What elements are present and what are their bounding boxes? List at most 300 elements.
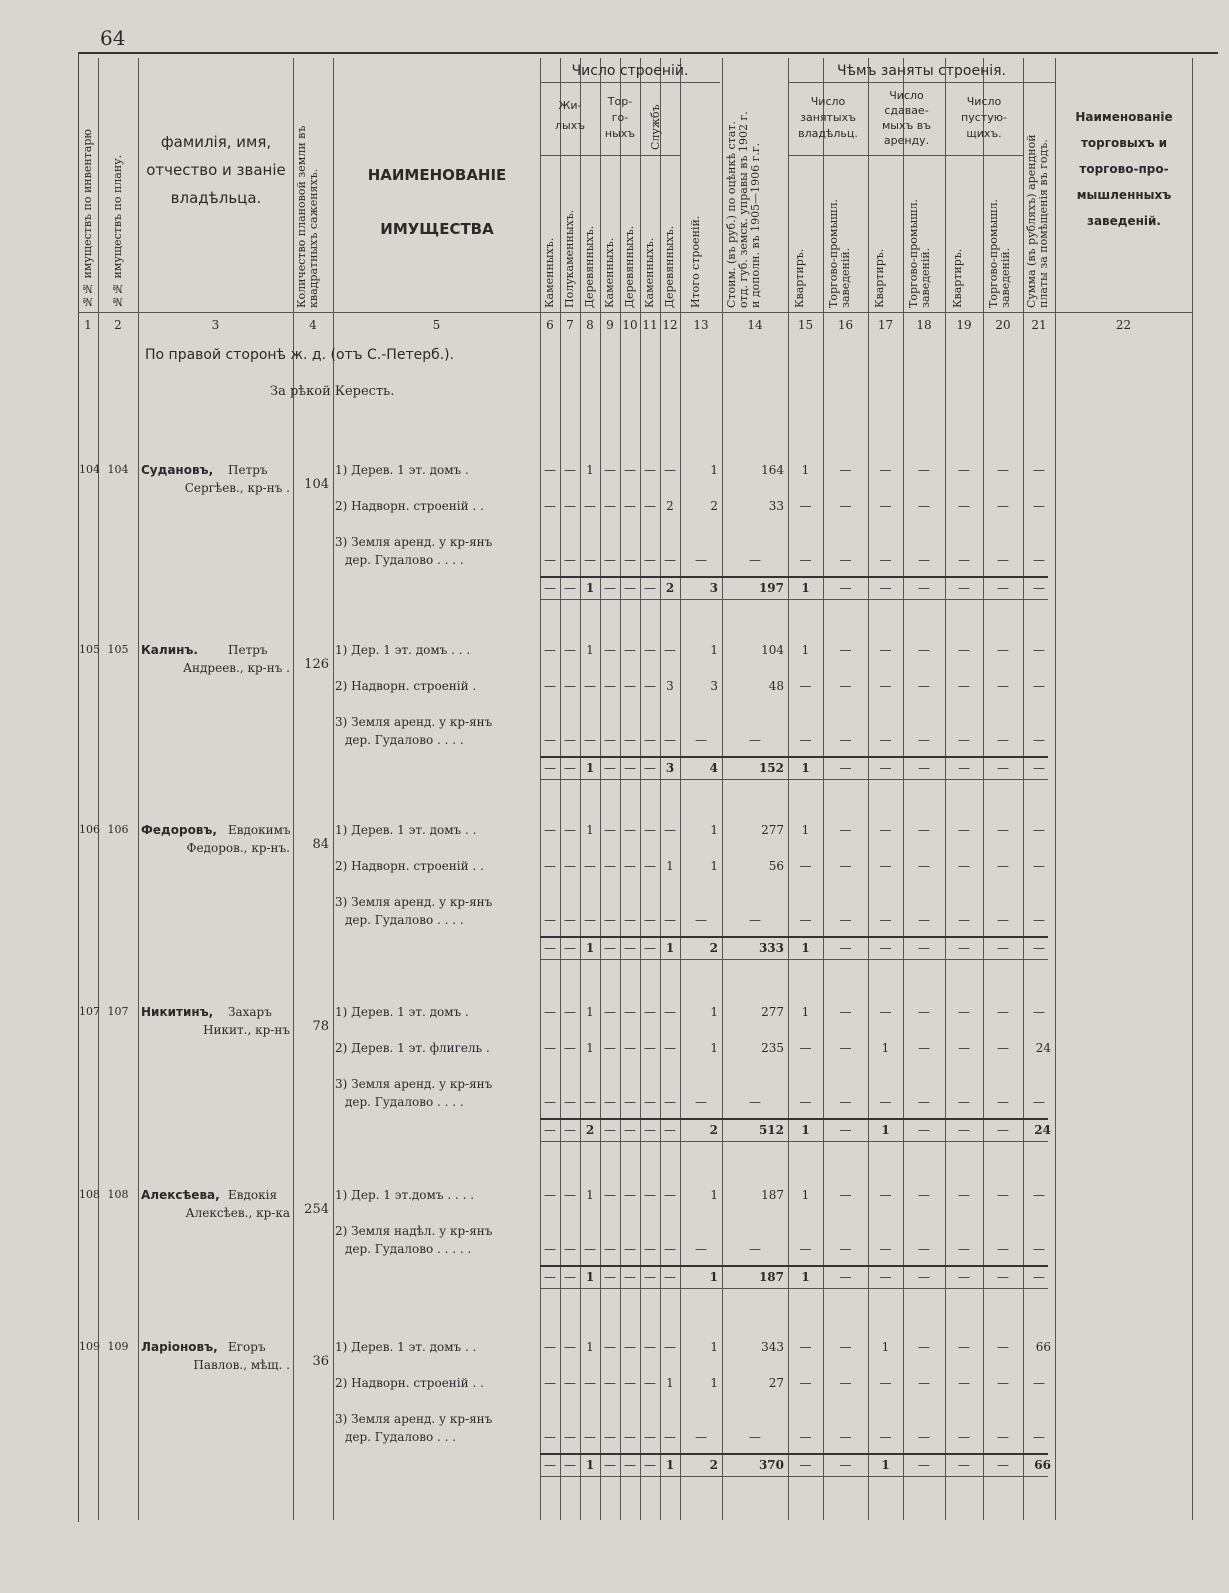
empty-dash: — — [604, 1188, 616, 1202]
plan-number: 109 — [107, 1340, 129, 1353]
value-c8: 1 — [586, 643, 594, 657]
value-c14: 512 — [758, 1123, 784, 1137]
empty-dash: — — [604, 463, 616, 477]
empty-dash: — — [918, 679, 930, 693]
empty-dash: — — [958, 1458, 970, 1472]
empty-dash: — — [624, 941, 636, 955]
empty-dash: — — [1033, 859, 1045, 873]
plan-number: 108 — [107, 1188, 129, 1201]
header-owner-occupied-line: владѣльц. — [798, 127, 858, 140]
value-c21: 66 — [1035, 1340, 1051, 1354]
empty-dash: — — [604, 553, 616, 567]
subtotal-bottom-rule — [540, 1141, 1048, 1142]
empty-dash: — — [624, 761, 636, 775]
empty-dash: — — [918, 859, 930, 873]
empty-dash: — — [799, 1242, 812, 1256]
column-number: 15 — [797, 318, 814, 332]
header-empty-line: щихъ. — [966, 127, 1002, 140]
plan-number: 106 — [107, 823, 129, 836]
empty-dash: — — [564, 463, 576, 477]
value-c13: 1 — [710, 1188, 718, 1202]
header-occupied-by: Чѣмъ заняты строенія. — [837, 63, 1006, 79]
empty-dash: — — [1033, 1430, 1045, 1444]
empty-dash: — — [958, 1041, 970, 1055]
empty-dash: — — [544, 463, 556, 477]
empty-dash: — — [799, 499, 812, 513]
header-c16-line: заведеній. — [839, 247, 852, 308]
empty-dash: — — [749, 1430, 761, 1444]
value-c8: 1 — [586, 1005, 594, 1019]
empty-dash: — — [879, 1188, 892, 1202]
empty-dash: — — [839, 1005, 852, 1019]
owner-given-name: Егоръ — [228, 1340, 266, 1354]
empty-dash: — — [544, 1041, 556, 1055]
column-number: 14 — [747, 318, 763, 332]
subtotal-bottom-rule — [540, 959, 1048, 960]
empty-dash: — — [1033, 1270, 1045, 1284]
empty-dash: — — [695, 913, 707, 927]
owner-details: Павлов., мѣщ. . — [193, 1358, 290, 1372]
subtotal-rule — [540, 1265, 1048, 1267]
property-item: 3) Земля аренд. у кр-янъ — [335, 1412, 493, 1426]
value-c14: 164 — [761, 463, 784, 477]
empty-dash: — — [544, 823, 556, 837]
empty-dash: — — [958, 1270, 970, 1284]
header-c9-line: Каменныхъ. — [603, 237, 616, 308]
property-item-line2: дер. Гудалово . . . — [345, 1430, 457, 1444]
header-rule — [78, 312, 1192, 313]
column-number: 11 — [642, 318, 658, 332]
value-c17: 1 — [881, 1458, 890, 1472]
property-item: 3) Земля аренд. у кр-янъ — [335, 895, 493, 909]
value-c14: 197 — [758, 581, 784, 595]
empty-dash: — — [839, 679, 852, 693]
empty-dash: — — [584, 1430, 596, 1444]
empty-dash: — — [997, 1041, 1009, 1055]
header-property — [335, 148, 539, 256]
column-rule — [945, 58, 946, 1520]
empty-dash: — — [918, 553, 930, 567]
empty-dash: — — [958, 463, 970, 477]
empty-dash: — — [1033, 643, 1045, 657]
value-c15: 1 — [801, 761, 810, 775]
empty-dash: — — [564, 1123, 576, 1137]
empty-dash: — — [918, 499, 930, 513]
empty-dash: — — [624, 1041, 636, 1055]
empty-dash: — — [604, 1430, 616, 1444]
column-rule — [788, 58, 789, 1520]
value-c12: 2 — [666, 499, 674, 513]
inventory-number: 104 — [79, 463, 100, 476]
property-item: 2) Дерев. 1 эт. флигель . — [335, 1041, 490, 1055]
empty-dash: — — [624, 1095, 636, 1109]
empty-dash: — — [799, 1095, 812, 1109]
empty-dash: — — [879, 553, 892, 567]
empty-dash: — — [958, 679, 970, 693]
empty-dash: — — [604, 1340, 616, 1354]
empty-dash: — — [564, 581, 576, 595]
empty-dash: — — [918, 1123, 930, 1137]
empty-dash: — — [584, 679, 596, 693]
value-c13: 4 — [709, 761, 718, 775]
empty-dash: — — [997, 761, 1009, 775]
property-item: 1) Дерев. 1 эт. домъ . — [335, 1005, 469, 1019]
empty-dash: — — [644, 823, 656, 837]
header-trade-line: го- — [611, 111, 629, 124]
empty-dash: — — [644, 1458, 656, 1472]
value-c15: 1 — [801, 581, 810, 595]
empty-dash: — — [564, 643, 576, 657]
empty-dash: — — [997, 1458, 1009, 1472]
owner-details: Андреев., кр-нъ . — [182, 661, 290, 675]
empty-dash: — — [604, 1123, 616, 1137]
empty-dash: — — [839, 1270, 852, 1284]
column-rule — [1055, 58, 1056, 1520]
header-inventory-number-line: №№ имуществъ по инвентарю — [81, 129, 94, 308]
empty-dash: — — [1033, 1242, 1045, 1256]
header-c19-line: Квартиръ. — [951, 248, 964, 308]
empty-dash: — — [958, 1005, 970, 1019]
value-c13: 1 — [710, 823, 718, 837]
empty-dash: — — [624, 1340, 636, 1354]
empty-dash: — — [624, 1005, 636, 1019]
empty-dash: — — [839, 733, 852, 747]
header-c13 — [690, 160, 702, 308]
header-establishments-line: заведеній. — [1086, 214, 1161, 228]
property-item: 2) Надворн. строеній . . — [335, 1376, 484, 1390]
empty-dash: — — [564, 733, 576, 747]
empty-dash: — — [604, 581, 616, 595]
column-number: 21 — [1031, 318, 1047, 332]
column-rule — [680, 58, 681, 1520]
header-c11 — [644, 160, 656, 308]
property-item: 2) Надворн. строеній . — [335, 679, 477, 693]
header-c18-line: Торгово-промышл. — [907, 199, 920, 308]
empty-dash: — — [644, 1005, 656, 1019]
empty-dash: — — [799, 1376, 812, 1390]
header-c16-line: Торгово-промышл. — [827, 199, 840, 308]
header-c13-line: Итого строеній. — [689, 215, 702, 308]
empty-dash: — — [544, 1095, 556, 1109]
empty-dash: — — [564, 761, 576, 775]
empty-dash: — — [839, 1340, 852, 1354]
empty-dash: — — [564, 1270, 576, 1284]
empty-dash: — — [997, 1095, 1009, 1109]
empty-dash: — — [664, 1188, 676, 1202]
empty-dash: — — [839, 1430, 852, 1444]
empty-dash: — — [839, 1123, 852, 1137]
empty-dash: — — [749, 913, 761, 927]
empty-dash: — — [695, 1095, 707, 1109]
header-residential-line: Жи- — [558, 99, 582, 112]
empty-dash: — — [604, 499, 616, 513]
header-establishments-line: торговыхъ и — [1080, 136, 1168, 150]
inventory-number: 105 — [79, 643, 100, 656]
empty-dash: — — [604, 761, 616, 775]
empty-dash: — — [564, 679, 576, 693]
column-number: 20 — [995, 318, 1011, 332]
header-c7 — [564, 160, 576, 308]
header-c11-line: Каменныхъ. — [643, 237, 656, 308]
empty-dash: — — [664, 1095, 676, 1109]
empty-dash: — — [624, 463, 636, 477]
empty-dash: — — [997, 1188, 1009, 1202]
empty-dash: — — [958, 581, 970, 595]
value-c15: 1 — [801, 941, 810, 955]
empty-dash: — — [918, 1041, 930, 1055]
value-c12: 1 — [666, 859, 674, 873]
empty-dash: — — [918, 823, 930, 837]
column-rule — [600, 58, 601, 1520]
empty-dash: — — [664, 1123, 676, 1137]
value-c8: 1 — [586, 823, 594, 837]
empty-dash: — — [918, 1095, 930, 1109]
header-c14-line: и дополн. въ 1905—1906 г.г. — [749, 142, 762, 308]
empty-dash: — — [839, 1095, 852, 1109]
empty-dash: — — [644, 1430, 656, 1444]
plan-number: 104 — [107, 463, 129, 476]
empty-dash: — — [564, 1095, 576, 1109]
empty-dash: — — [958, 761, 970, 775]
empty-dash: — — [997, 1340, 1009, 1354]
empty-dash: — — [958, 1123, 970, 1137]
value-c17: 1 — [881, 1041, 890, 1055]
empty-dash: — — [564, 1376, 576, 1390]
empty-dash: — — [958, 913, 970, 927]
empty-dash: — — [604, 913, 616, 927]
empty-dash: — — [644, 581, 656, 595]
empty-dash: — — [664, 643, 676, 657]
value-c13: 2 — [709, 941, 718, 955]
header-property-line: ИМУЩЕСТВА — [380, 220, 494, 238]
header-c17-line: Квартиръ. — [873, 248, 886, 308]
empty-dash: — — [624, 1242, 636, 1256]
empty-dash: — — [604, 1041, 616, 1055]
empty-dash: — — [839, 1376, 852, 1390]
empty-dash: — — [604, 733, 616, 747]
header-plan-number-line: №№ имуществъ по плану. — [111, 154, 124, 308]
subtotal-bottom-rule — [540, 1288, 1048, 1289]
empty-dash: — — [997, 1123, 1009, 1137]
empty-dash: — — [564, 1340, 576, 1354]
value-c8: 1 — [585, 1458, 595, 1472]
column-rule — [540, 58, 541, 1520]
header-c20 — [988, 160, 1012, 308]
column-number: 12 — [662, 318, 678, 332]
empty-dash: — — [839, 499, 852, 513]
header-empty-line: пустую- — [961, 111, 1007, 124]
empty-dash: — — [544, 1430, 556, 1444]
empty-dash: — — [918, 1270, 930, 1284]
empty-dash: — — [564, 1005, 576, 1019]
header-c10 — [624, 160, 636, 308]
value-c8: 1 — [585, 1270, 595, 1284]
empty-dash: — — [564, 553, 576, 567]
header-property-line: НАИМЕНОВАНІЕ — [367, 166, 507, 184]
empty-dash: — — [799, 1340, 812, 1354]
value-c14: 48 — [768, 679, 784, 693]
subtotal-bottom-rule — [540, 1476, 1048, 1477]
subtotal-rule — [540, 576, 1048, 578]
empty-dash: — — [604, 941, 616, 955]
header-c15-line: Квартиръ. — [793, 248, 806, 308]
header-c18 — [908, 160, 932, 308]
empty-dash: — — [958, 823, 970, 837]
empty-dash: — — [1033, 679, 1045, 693]
empty-dash: — — [544, 643, 556, 657]
section-title: По правой сторонѣ ж. д. (отъ С.-Петерб.). — [145, 347, 455, 363]
empty-dash: — — [839, 553, 852, 567]
column-rule — [293, 58, 294, 1520]
empty-dash: — — [958, 1340, 970, 1354]
empty-dash: — — [997, 941, 1009, 955]
empty-dash: — — [879, 1430, 892, 1444]
owner-details: Федоров., кр-нъ. — [186, 841, 290, 855]
subtotal-rule — [540, 756, 1048, 758]
column-rule — [580, 58, 581, 1520]
header-inventory-number — [82, 70, 94, 308]
empty-dash: — — [584, 913, 596, 927]
column-rule — [560, 58, 561, 1520]
empty-dash: — — [664, 1430, 676, 1444]
empty-dash: — — [695, 1242, 707, 1256]
column-number: 2 — [114, 318, 122, 332]
empty-dash: — — [644, 1123, 656, 1137]
empty-dash: — — [997, 643, 1009, 657]
empty-dash: — — [644, 859, 656, 873]
empty-dash: — — [664, 733, 676, 747]
empty-dash: — — [997, 859, 1009, 873]
empty-dash: — — [564, 913, 576, 927]
empty-dash: — — [997, 679, 1009, 693]
owner-surname: Калинъ. — [141, 643, 198, 657]
value-c13: 1 — [710, 1041, 718, 1055]
header-land-area-line: квадратныхъ саженяхъ. — [307, 168, 320, 308]
value-c15: 1 — [801, 1188, 810, 1202]
empty-dash: — — [695, 1430, 707, 1444]
owner-given-name: Захаръ — [228, 1005, 272, 1019]
empty-dash: — — [799, 553, 812, 567]
header-c14-line: Стоим. (въ руб.) по оцѣнкѣ стат. — [725, 121, 738, 308]
empty-dash: — — [604, 643, 616, 657]
empty-dash: — — [604, 1242, 616, 1256]
column-number: 19 — [956, 318, 972, 332]
empty-dash: — — [1033, 581, 1045, 595]
subtotal-bottom-rule — [540, 779, 1048, 780]
empty-dash: — — [839, 761, 852, 775]
empty-dash: — — [799, 679, 812, 693]
empty-dash: — — [958, 499, 970, 513]
property-item-line2: дер. Гудалово . . . . . — [345, 1242, 472, 1256]
property-item: 1) Дерев. 1 эт. домъ . . — [335, 1340, 477, 1354]
header-c21 — [1026, 88, 1050, 308]
property-item: 1) Дерев. 1 эт. домъ . — [335, 463, 469, 477]
empty-dash: — — [879, 761, 892, 775]
empty-dash: — — [997, 823, 1009, 837]
empty-dash: — — [644, 1041, 656, 1055]
empty-dash: — — [879, 643, 892, 657]
empty-dash: — — [918, 1340, 930, 1354]
property-item: 3) Земля аренд. у кр-янъ — [335, 715, 493, 729]
column-rule — [660, 58, 661, 1520]
empty-dash: — — [644, 1270, 656, 1284]
empty-dash: — — [644, 941, 656, 955]
value-c14: 104 — [761, 643, 784, 657]
value-c14: 277 — [761, 1005, 784, 1019]
header-c17 — [874, 160, 886, 308]
owner-given-name: Евдокія — [228, 1188, 278, 1202]
value-c12: 1 — [665, 941, 675, 955]
header-c19 — [952, 160, 964, 308]
empty-dash: — — [879, 941, 892, 955]
subgroup-rule — [540, 155, 680, 156]
header-c16 — [828, 160, 852, 308]
empty-dash: — — [644, 499, 656, 513]
empty-dash: — — [997, 463, 1009, 477]
empty-dash: — — [644, 733, 656, 747]
owner-details: Алексѣев., кр-ка — [185, 1206, 290, 1220]
header-c20-line: заведеній. — [999, 247, 1012, 308]
empty-dash: — — [604, 1095, 616, 1109]
empty-dash: — — [544, 1005, 556, 1019]
header-establishments-line: торгово-про- — [1079, 162, 1169, 176]
value-c8: 2 — [585, 1123, 595, 1137]
value-c13: 1 — [710, 643, 718, 657]
empty-dash: — — [839, 823, 852, 837]
empty-dash: — — [544, 553, 556, 567]
empty-dash: — — [997, 733, 1009, 747]
header-rented-line: Число — [889, 89, 924, 102]
value-c13: 2 — [710, 499, 718, 513]
empty-dash: — — [997, 913, 1009, 927]
empty-dash: — — [624, 679, 636, 693]
empty-dash: — — [564, 859, 576, 873]
header-owner-line: отчество и званіе — [146, 161, 286, 179]
empty-dash: — — [604, 1376, 616, 1390]
value-c8: 1 — [586, 1340, 594, 1354]
empty-dash: — — [584, 1095, 596, 1109]
empty-dash: — — [544, 913, 556, 927]
property-item-line2: дер. Гудалово . . . . — [345, 1095, 464, 1109]
empty-dash: — — [584, 499, 596, 513]
header-rented-line: мыхъ въ — [881, 119, 932, 132]
empty-dash: — — [918, 1458, 930, 1472]
empty-dash: — — [544, 1270, 556, 1284]
column-number: 9 — [606, 318, 614, 332]
empty-dash: — — [584, 733, 596, 747]
empty-dash: — — [624, 643, 636, 657]
empty-dash: — — [664, 1340, 676, 1354]
value-c21: 66 — [1034, 1458, 1051, 1472]
column-rule — [1023, 58, 1024, 1520]
column-number: 3 — [211, 318, 220, 332]
header-residential-line: лыхъ — [555, 119, 585, 132]
empty-dash: — — [624, 1458, 636, 1472]
column-number: 10 — [622, 318, 638, 332]
empty-dash: — — [564, 941, 576, 955]
value-c14: 370 — [758, 1458, 784, 1472]
value-c14: 152 — [758, 761, 784, 775]
land-area: 78 — [312, 1019, 329, 1034]
empty-dash: — — [664, 1242, 676, 1256]
value-c14: 277 — [761, 823, 784, 837]
column-rule — [903, 58, 904, 1520]
header-c6 — [544, 160, 556, 308]
value-c8: 1 — [586, 1041, 594, 1055]
empty-dash: — — [604, 1005, 616, 1019]
empty-dash: — — [544, 859, 556, 873]
header-owner — [140, 128, 292, 212]
